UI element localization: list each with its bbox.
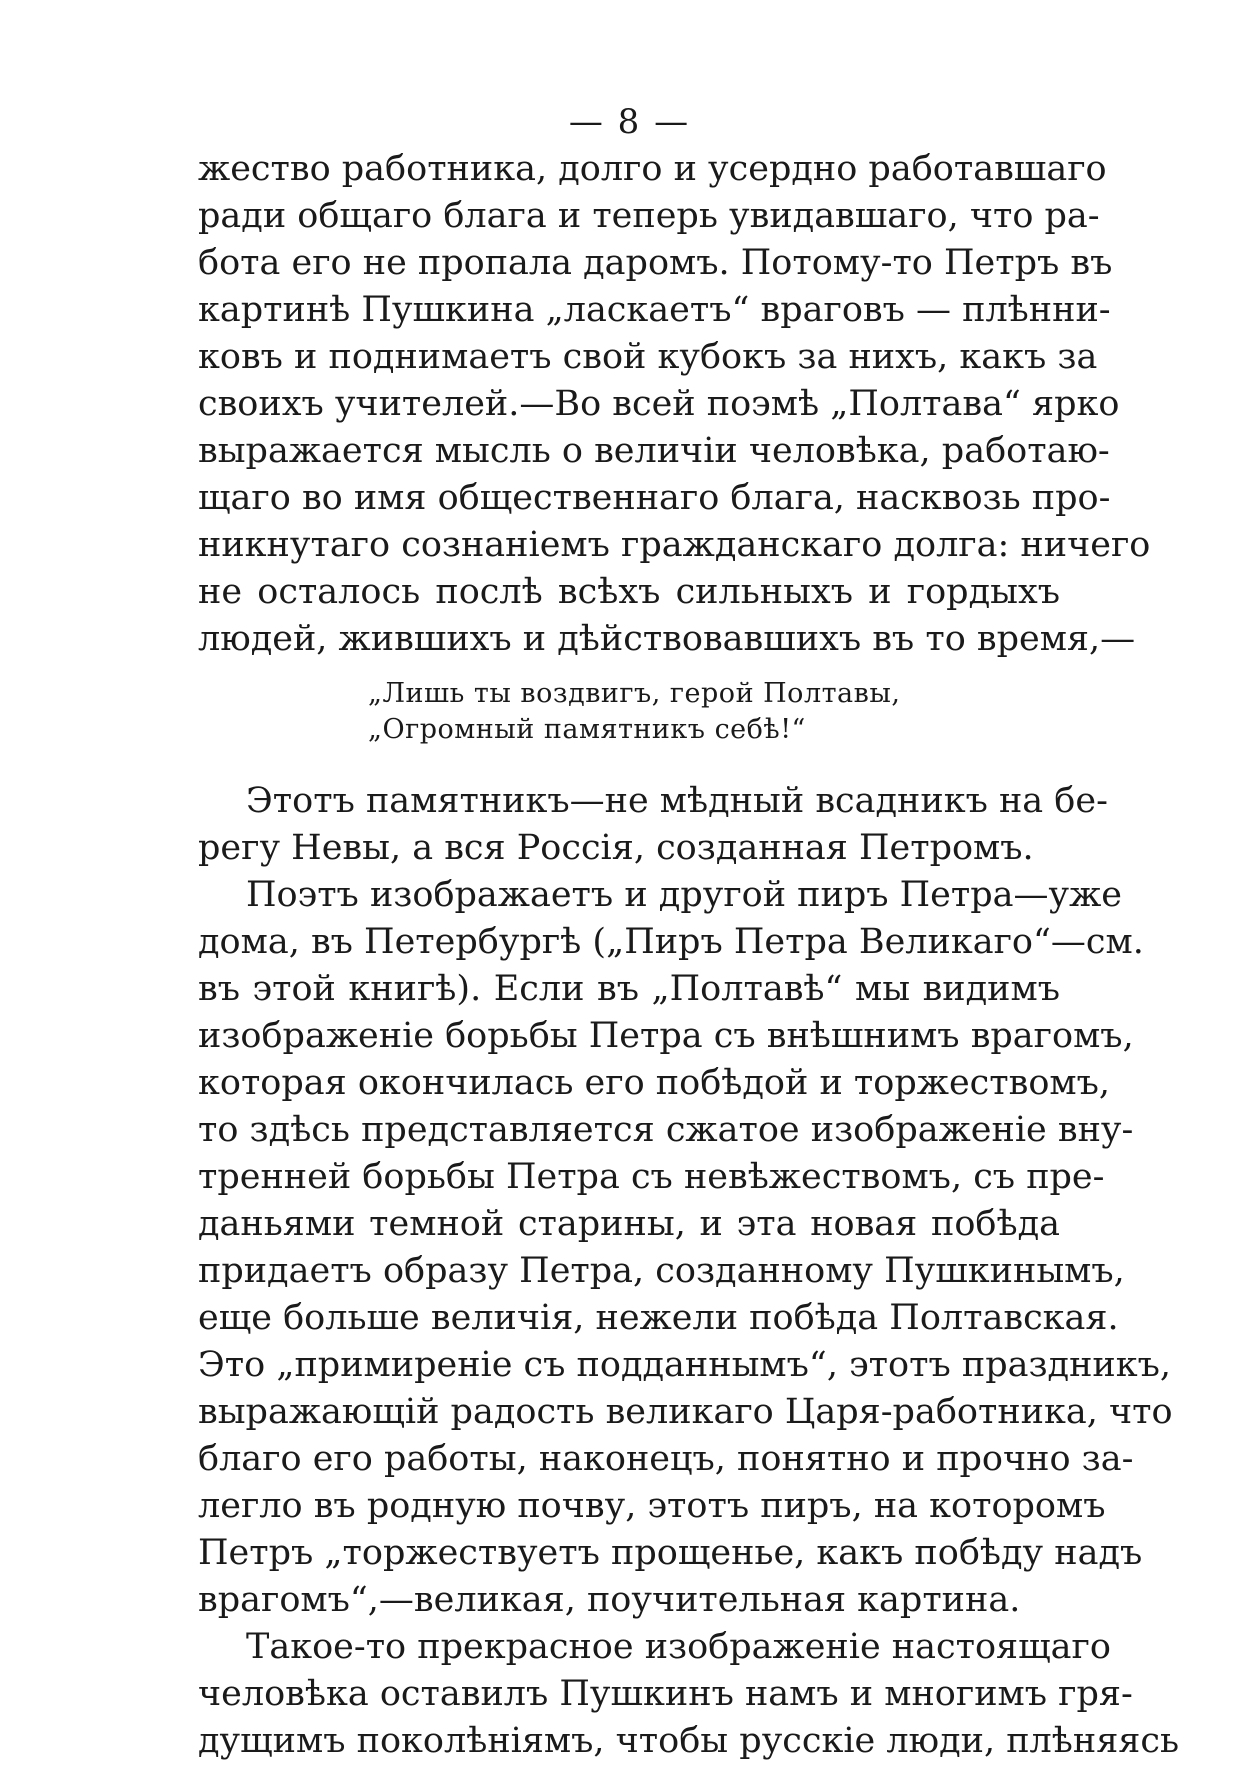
text-line: выражается мысль о величіи человѣка, работаю- bbox=[198, 431, 1110, 471]
text-line: Петръ „торжествуетъ прощенье, какъ побѣду надъ bbox=[198, 1533, 1143, 1573]
text-line: Такое-то прекрасное изображеніе настоящаго bbox=[246, 1627, 1111, 1667]
text-line: регу Невы, а вся Россія, созданная Петромъ. bbox=[198, 828, 1034, 868]
text-line: легло въ родную почву, этотъ пиръ, на которомъ bbox=[198, 1486, 1106, 1526]
text-line: никнутаго сознаніемъ гражданскаго долга: ничего bbox=[198, 525, 1151, 565]
text-line: врагомъ“,—великая, поучительная картина. bbox=[198, 1580, 1021, 1620]
text-line: въ этой книгѣ). Если въ „Полтавѣ“ мы видимъ bbox=[198, 969, 1060, 1009]
text-line: людей, жившихъ и дѣйствовавшихъ въ то время,— bbox=[198, 619, 1136, 659]
text-line: Этотъ памятникъ—не мѣдный всадникъ на бе- bbox=[246, 781, 1108, 821]
text-line: еще больше величія, нежели побѣда Полтавская. bbox=[198, 1298, 1119, 1338]
text-line: Это „примиреніе съ подданнымъ“, этотъ праздникъ, bbox=[198, 1345, 1172, 1385]
text-line: благо его работы, наконецъ, понятно и прочно за- bbox=[198, 1439, 1134, 1479]
text-line: даньями темной старины, и эта новая побѣда bbox=[198, 1204, 1060, 1244]
text-line: картинѣ Пушкина „ласкаетъ“ враговъ — плѣнни- bbox=[198, 290, 1111, 330]
text-line: ради общаго блага и теперь увидавшаго, что ра- bbox=[198, 196, 1100, 236]
text-line: придаетъ образу Петра, созданному Пушкинымъ, bbox=[198, 1251, 1125, 1291]
verse-line: „Лишь ты воздвигъ, герой Полтавы, bbox=[368, 678, 901, 709]
text-line: Поэтъ изображаетъ и другой пиръ Петра—уже bbox=[246, 875, 1123, 915]
text-line: щаго во имя общественнаго блага, насквозь про- bbox=[198, 478, 1111, 518]
text-line: человѣка оставилъ Пушкинъ намъ и многимъ гря- bbox=[198, 1674, 1133, 1714]
text-line: ковъ и поднимаетъ свой кубокъ за нихъ, какъ за bbox=[198, 337, 1098, 377]
text-line: изображеніе борьбы Петра съ внѣшнимъ врагомъ, bbox=[198, 1016, 1134, 1056]
text-line: своихъ учителей.—Во всей поэмѣ „Полтава“ ярко bbox=[198, 384, 1120, 424]
text-line: тренней борьбы Петра съ невѣжествомъ, съ пре- bbox=[198, 1157, 1105, 1197]
text-line: бота его не пропала даромъ. Потому-то Петръ въ bbox=[198, 243, 1113, 283]
text-line: дущимъ поколѣніямъ, чтобы русскіе люди, плѣняясь bbox=[198, 1721, 1180, 1761]
text-line: то здѣсь представляется сжатое изображеніе вну- bbox=[198, 1110, 1134, 1150]
text-line: выражающій радость великаго Царя-работника, что bbox=[198, 1392, 1173, 1432]
text-line: не осталось послѣ всѣхъ сильныхъ и гордыхъ bbox=[198, 572, 1060, 612]
verse-line: „Огромный памятникъ себѣ!“ bbox=[368, 714, 806, 745]
page-number: — 8 — bbox=[568, 102, 691, 142]
text-line: жество работника, долго и усердно работавшаго bbox=[198, 149, 1107, 189]
text-line: которая окончилась его побѣдой и торжествомъ, bbox=[198, 1063, 1111, 1103]
text-line: дома, въ Петербургѣ („Пиръ Петра Великаго“—см. bbox=[198, 922, 1144, 962]
